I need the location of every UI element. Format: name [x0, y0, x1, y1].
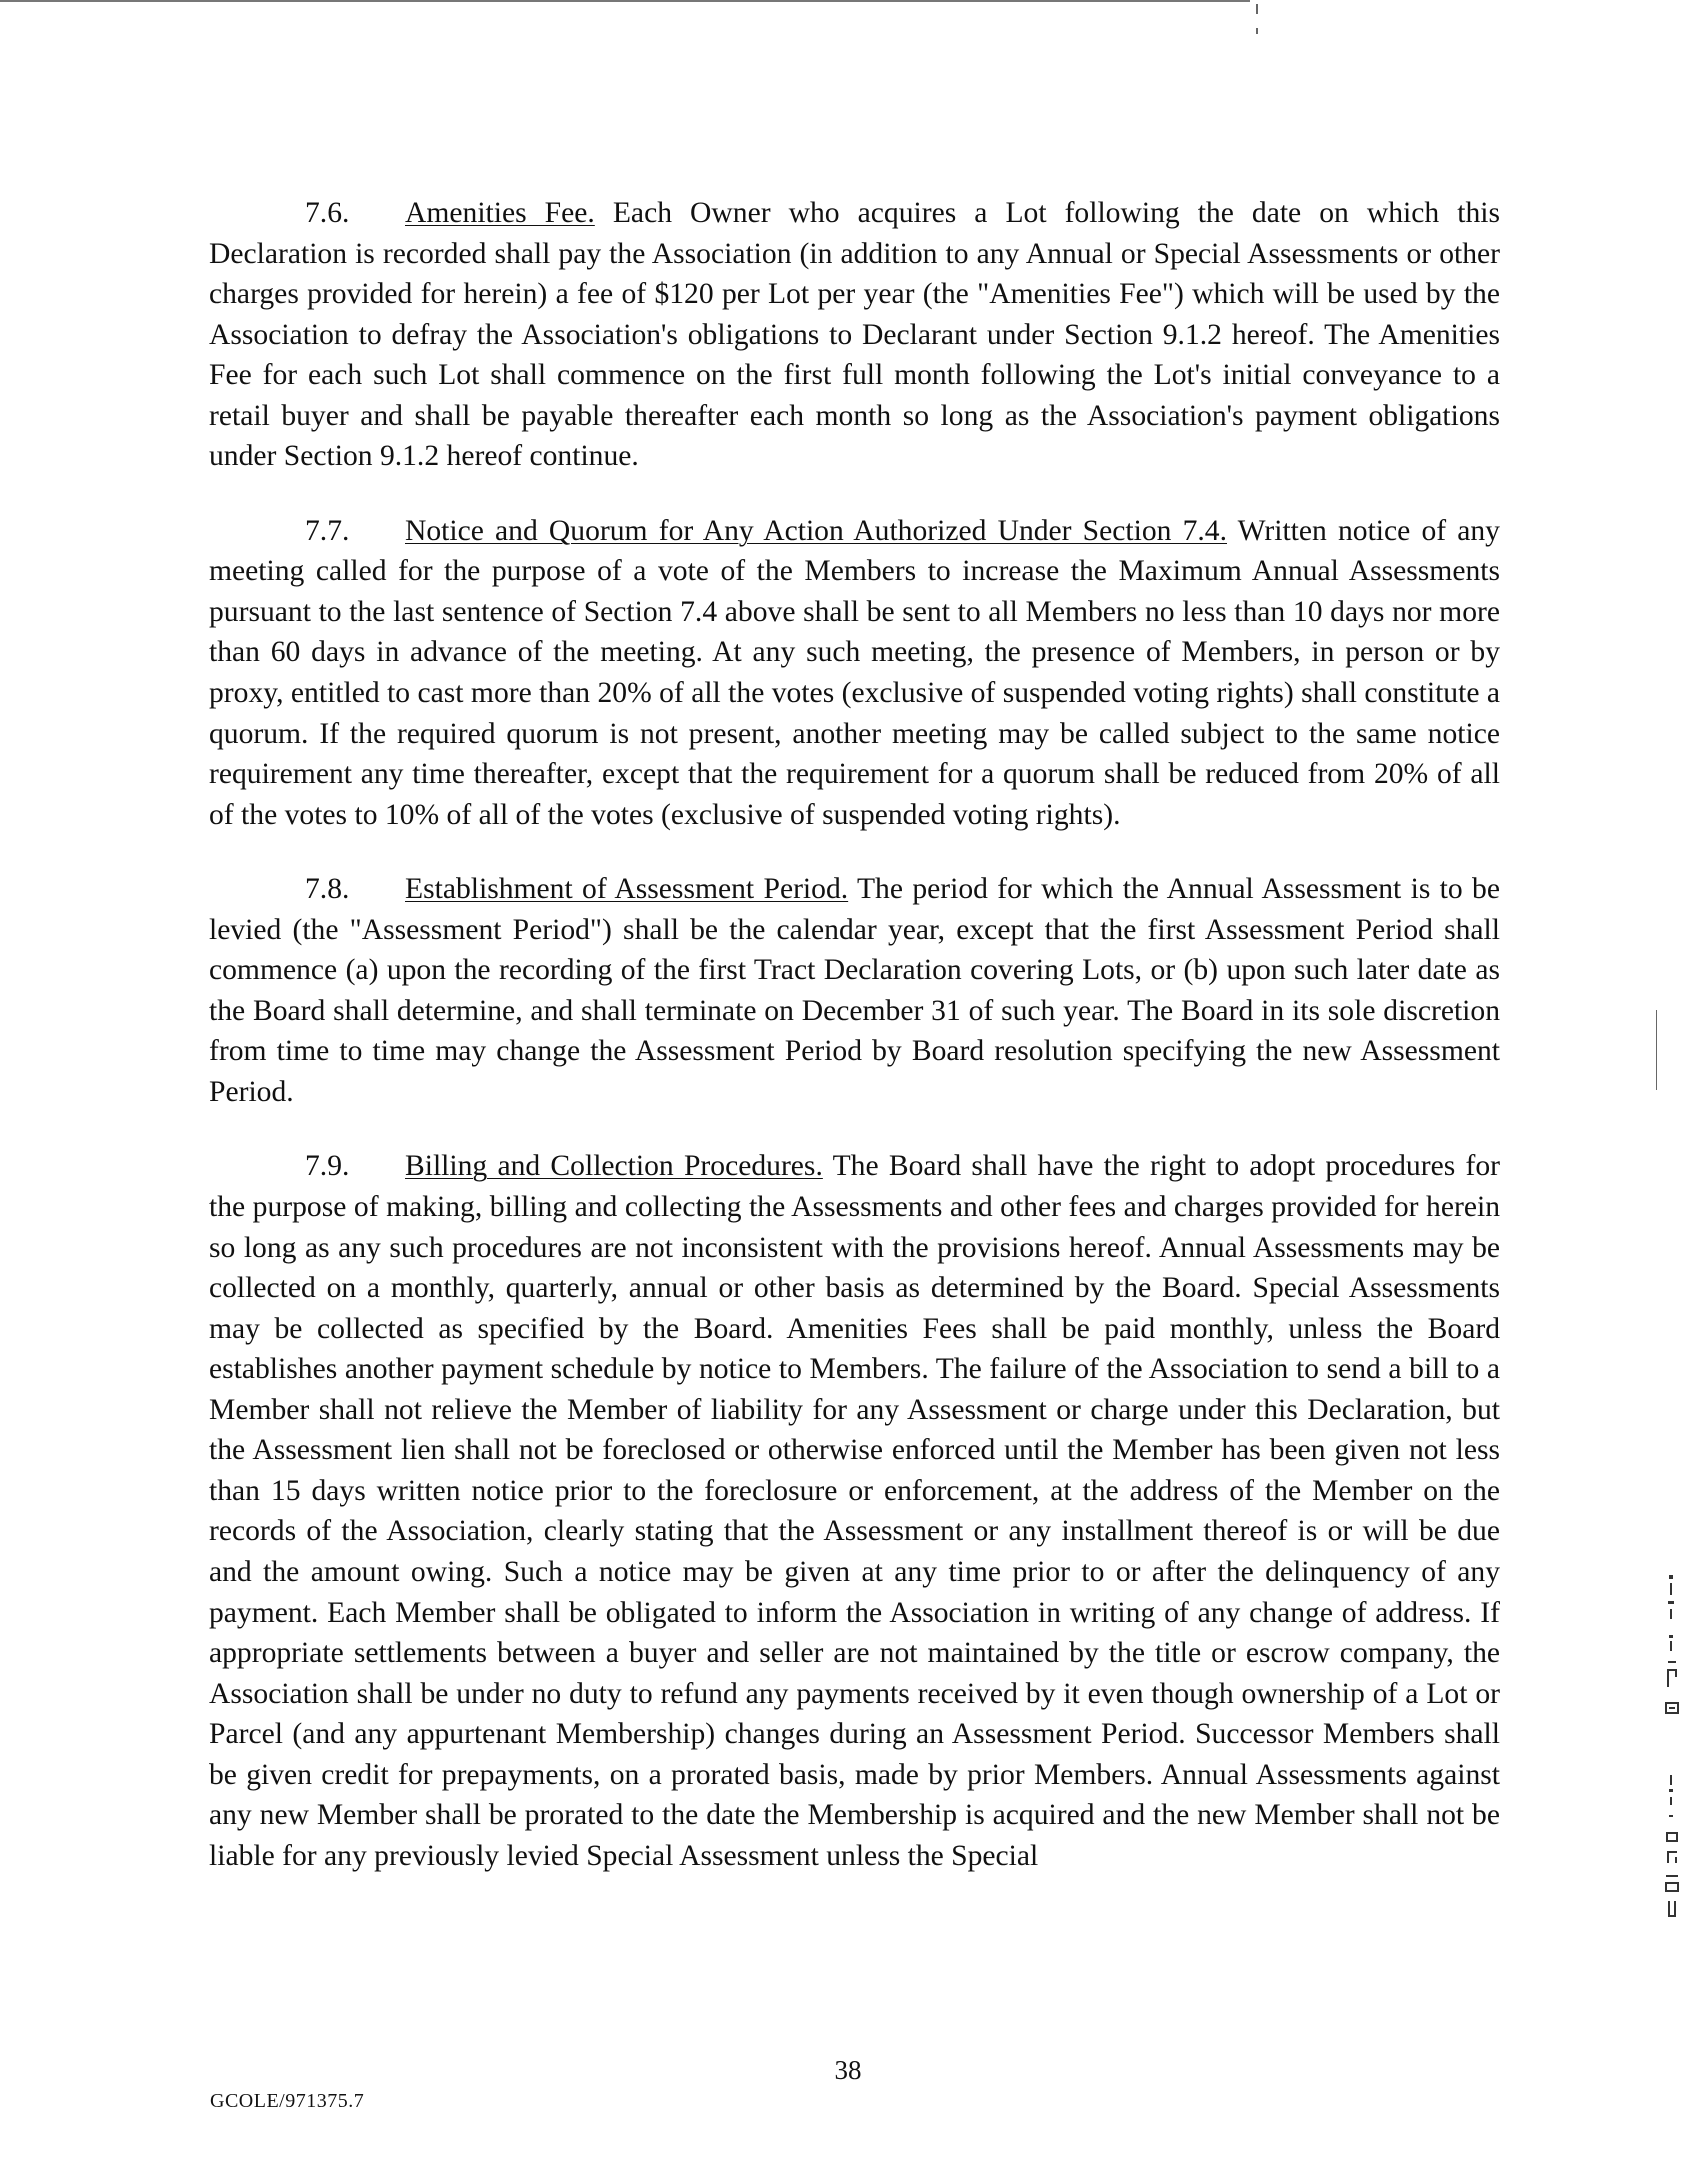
section-7-7 [209, 511, 1500, 835]
section-text: The Board shall have the right to adopt procedures for the purpose of making, billing and collecting the Assessments and other fees and charges provided for herein so long as any such procedures are not inconsistent with the provisions hereof. Annual Assessments may be collected on a monthly, quarterly, annual or other basis as determined by the Board. Special Assessments may be collected as specified by the Board. Amenities Fees shall be paid monthly, unless the Board establishes another payment schedule by notice to Members. The failure of the Association to send a bill to a Member shall not relieve the Member of liability for any Assessment or charge under this Declaration, but the Assessment lien shall not be foreclosed or otherwise enforced until the Member has been given not less than 15 days written notice prior to the foreclosure or enforcement, at the address of the Member on the records of the Association, clearly stating that the Assessment or any installment thereof is or will be due and the amount owing. Such a notice may be given at any time prior to or after the delinquency of any payment. Each Member shall be obligated to inform the Association in writing of any change of address. If appropriate settlements between a buyer and seller are not maintained by the title or escrow company, the Association shall be under no duty to refund any payments received by it even though ownership of a Lot or Parcel (and any appurtenant Membership) changes during an Assessment Period. Successor Members shall be given credit for prepayments, on a prorated basis, made by prior Members. Annual Assessments against any new Member shall be prorated to the date the Membership is acquired and the new Member shall not be liable for any previously levied Special Assessment unless the Special [209, 1150, 1500, 1872]
scan-mark [1256, 28, 1258, 34]
margin-stamp-graphic [1660, 1575, 1684, 1935]
section-number: 7.8. [305, 873, 350, 906]
section-number: 7.9. [305, 1150, 350, 1183]
section-7-9 [209, 1146, 1500, 1876]
section-number: 7.7. [305, 514, 350, 547]
section-7-6 [209, 193, 1500, 477]
section-number: 7.6. [305, 197, 350, 229]
scan-border-line [0, 0, 1250, 2]
section-text: Written notice of any meeting called for the purpose of a vote of the Members to increase the Maximum Annual Assessments pursuant to the last sentence of Section 7.4 above shall be sent to all Members no less than 10 days nor more than 60 days in advance of the meeting. At any such meeting, the presence of Members, in person or by proxy, entitled to cast more than 20% of all the votes (exclusive of suspended voting rights) shall constitute a quorum. If the required quorum is not present, another meeting may be called subject to the same notice requirement any time thereafter, except that the requirement for a quorum shall be reduced from 20% of all of the votes to 10% of all of the votes (exclusive of suspended voting rights). [209, 514, 1500, 831]
document-footer-id: GCOLE/971375.7 [210, 2090, 365, 2112]
scan-mark [1256, 4, 1258, 14]
section-text: Each Owner who acquires a Lot following the date on which this Declaration is recorded shall pay the Association (in addition to any Annual or Special Assessments or other charges provided for herein) a fee of $120 per Lot per year (the "Amenities Fee") which will be used by the Association to defray the Association's obligations to Declarant under Section 9.1.2 hereof. The Amenities Fee for each such Lot shall commence on the first full month following the Lot's initial conveyance to a retail buyer and shall be payable thereafter each month so long as the Association's payment obligations under Section 9.1.2 hereof continue. [209, 197, 1500, 473]
section-text: The period for which the Annual Assessment is to be levied (the "Assessment Period") shall be the calendar year, except that the first Assessment Period shall commence (a) upon the recording of the first Tract Declaration covering Lots, or (b) upon such later date as the Board shall determine, and shall terminate on December 31 of such year. The Board in its sole discretion from time to time may change the Assessment Period by Board resolution specifying the new Assessment Period. [209, 873, 1500, 1108]
section-heading: Amenities Fee. [405, 197, 595, 229]
section-heading: Billing and Collection Procedures. [405, 1150, 823, 1183]
section-heading: Notice and Quorum for Any Action Authorized Under Section 7.4. [405, 514, 1227, 547]
section-7-8 [209, 869, 1500, 1112]
section-heading: Establishment of Assessment Period. [405, 873, 849, 906]
document-body [209, 193, 1500, 1910]
scan-mark [1656, 1010, 1657, 1090]
page-number: 38 [834, 2055, 862, 2085]
